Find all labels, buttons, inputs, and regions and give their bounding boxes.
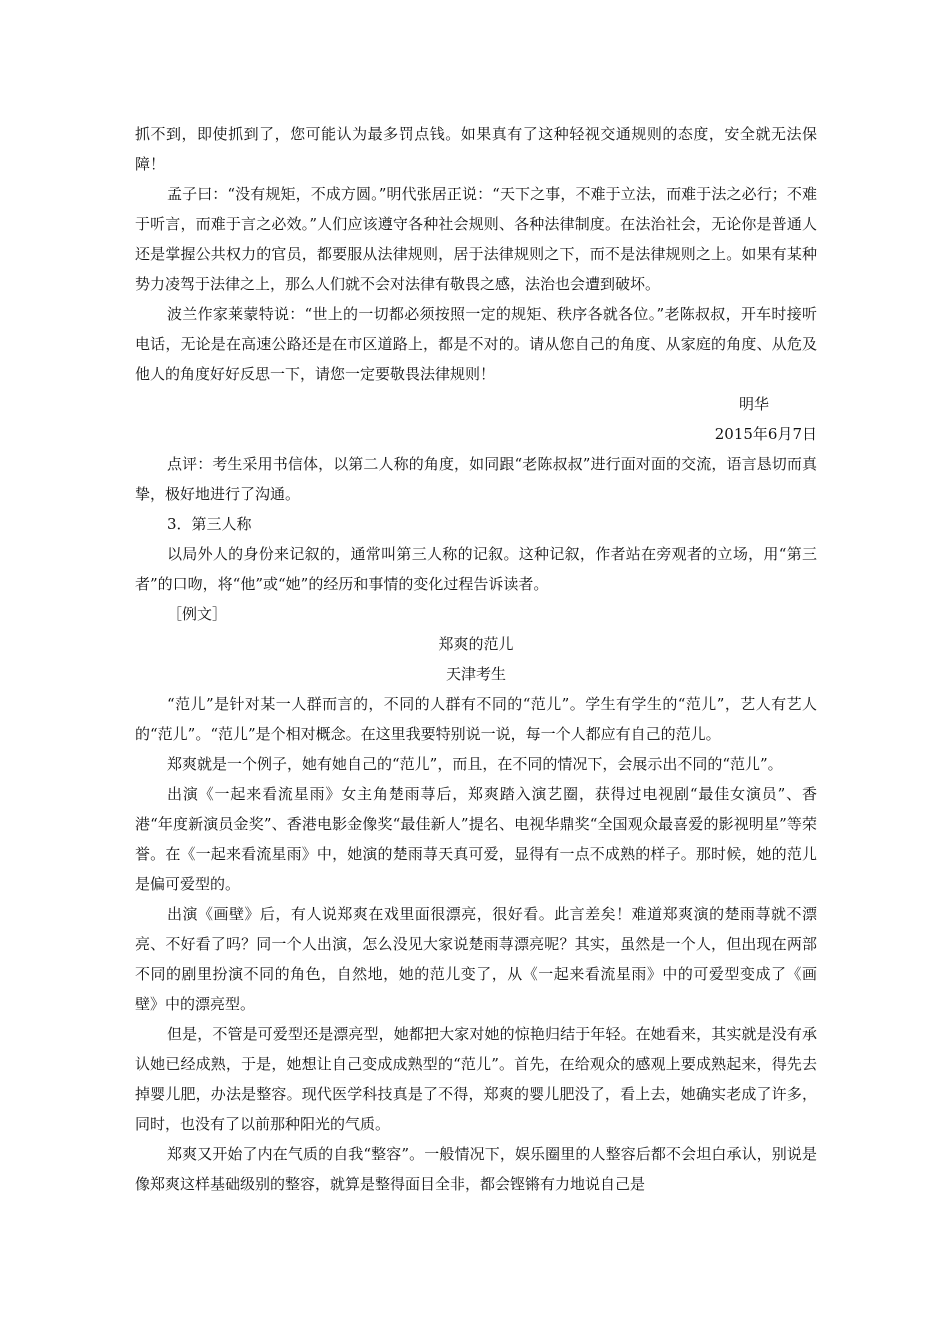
- paragraph-mencius-quote: 孟子曰：“没有规矩，不成方圆。”明代张居正说：“天下之事，不难于立法，而难于法之必行；不难于听言，而难于言之必效。”人们应该遵守各种社会规则、各种法律制度。在法治社会，无论你是普通人还是掌握公共权力的官员，都要服从法律规则，居于法律规则之下，而不是法律规则之上。如果有某种势力凌驾于法律之上，那么人们就不会对法律有敬畏之感，法治也会遭到破坏。: [135, 185, 817, 293]
- essay-paragraph-1: “范儿”是针对某一人群而言的，不同的人群有不同的“范儿”。学生有学生的“范儿”，艺人有艺人的“范儿”。“范儿”是个相对概念。在这里我要特别说一说，每一个人都应有自己的范儿。: [135, 695, 817, 743]
- essay-paragraph-2: 郑爽就是一个例子，她有她自己的“范儿”，而且，在不同的情况下，会展示出不同的“范儿”。: [167, 755, 783, 773]
- essay-paragraph-5: 但是，不管是可爱型还是漂亮型，她都把大家对她的惊艳归结于年轻。在她看来，其实就是没有承认她已经成熟，于是，她想让自己变成成熟型的“范儿”。首先，在给观众的感观上要成熟起来，得先去掉婴儿肥，办法是整容。现代医学科技真是了不得，郑爽的婴儿肥没了，看上去，她确实老成了许多，同时，也没有了以前那种阳光的气质。: [135, 1025, 817, 1133]
- essay-paragraph-6: 郑爽又开始了内在气质的自我“整容”。一般情况下，娱乐圈里的人整容后都不会坦白承认，别说是像郑爽这样基础级别的整容，就算是整得面目全非，都会铿锵有力地说自己是: [135, 1145, 817, 1193]
- essay-author: 天津考生: [445, 665, 506, 683]
- paragraph-reymont-quote: 波兰作家莱蒙特说：“世上的一切都必须按照一定的规矩、秩序各就各位。”老陈叔叔，开车时接听电话，无论是在高速公路还是在市区道路上，都是不对的。请从您自己的角度、从家庭的角度、从危及他人的角度好好反思一下，请您一定要敬畏法律规则！: [135, 305, 817, 383]
- example-label: ［例文］: [167, 605, 228, 623]
- essay-title: 郑爽的范儿: [438, 635, 514, 653]
- paragraph-1: 抓不到，即使抓到了，您可能认为最多罚点钱。如果真有了这种轻视交通规则的态度，安全就无法保障！: [135, 125, 817, 173]
- paragraph-commentary: 点评：考生采用书信体，以第二人称的角度，如同跟“老陈叔叔”进行面对面的交流，语言恳切而真挚，极好地进行了沟通。: [135, 455, 817, 503]
- letter-signature-name: 明华: [738, 395, 769, 413]
- section-heading-third-person: 3．第三人称: [167, 515, 252, 533]
- essay-paragraph-4: 出演《画壁》后，有人说郑爽在戏里面很漂亮，很好看。此言差矣！难道郑爽演的楚雨荨就不漂亮、不好看了吗？同一个人出演，怎么没见大家说楚雨荨漂亮呢？其实，虽然是一个人，但出现在两部不同的剧里扮演不同的角色，自然地，她的范儿变了，从《一起来看流星雨》中的可爱型变成了《画壁》中的漂亮型。: [135, 905, 817, 1013]
- essay-paragraph-3: 出演《一起来看流星雨》女主角楚雨荨后，郑爽踏入演艺圈，获得过电视剧“最佳女演员”、香港“年度新演员金奖”、香港电影金像奖“最佳新人”提名、电视华鼎奖“全国观众最喜爱的影视明星”等荣誉。在《一起来看流星雨》中，她演的楚雨荨天真可爱，显得有一点不成熟的样子。那时候，她的范儿是偏可爱型的。: [135, 785, 817, 893]
- paragraph-third-person-definition: 以局外人的身份来记叙的，通常叫第三人称的记叙。这种记叙，作者站在旁观者的立场，用“第三者”的口吻，将“他”或“她”的经历和事情的变化过程告诉读者。: [135, 545, 817, 593]
- letter-signature-date: 2015年6月7日: [714, 425, 817, 443]
- document-page: [135, 119, 817, 1199]
